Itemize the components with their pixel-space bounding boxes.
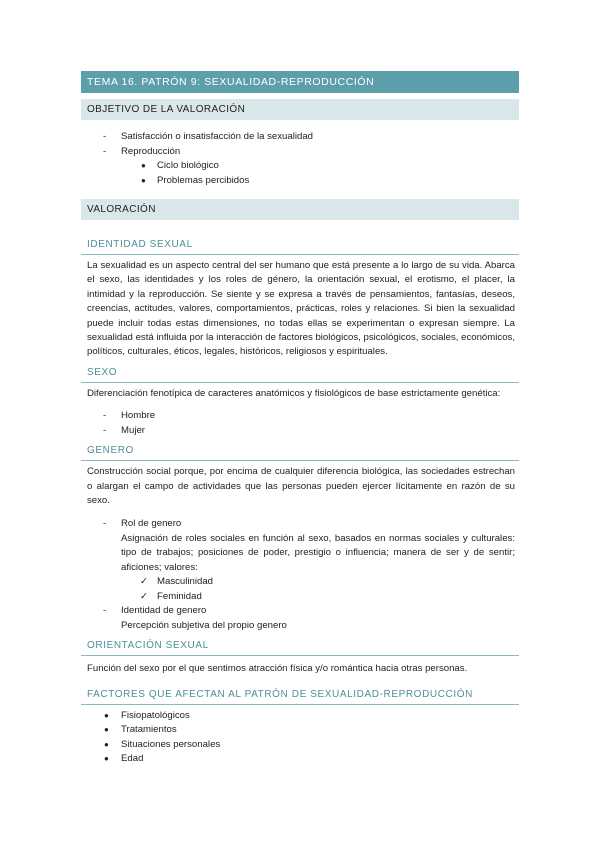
- list-item: ● Tratamientos: [104, 724, 177, 736]
- list-item: - Satisfacción o insatisfacción de la sexualidad: [103, 131, 313, 142]
- list-item: - Rol de genero: [103, 518, 182, 530]
- valores-list: [81, 575, 519, 619]
- document-page: [81, 71, 519, 767]
- identidad-heading: IDENTIDAD SEXUAL: [81, 236, 519, 255]
- sexo-paragraph: Diferenciación fenotípica de caracteres anatómicos y fisiológicos de base estrictamente genética:: [87, 387, 501, 399]
- sexo-list: [81, 409, 519, 438]
- valoracion-heading: VALORACIÓN: [81, 199, 519, 220]
- identidad-genero-description: Percepción subjetiva del propio genero: [121, 619, 287, 631]
- genero-heading: GENERO: [81, 442, 519, 461]
- list-item: - Reproducción: [103, 145, 181, 157]
- list-item: ● Edad: [104, 753, 144, 765]
- list-item: ● Ciclo biológico: [141, 160, 219, 171]
- orientacion-heading: ORIENTACIÓN SEXUAL: [81, 637, 519, 656]
- identidad-paragraph: La sexualidad es un aspecto central del ser humano que está presente a lo largo de su vida. Abarca el sexo, las identidades y los roles de género, la orientación sexual, el erotismo, el placer, la intimidad y la reproducción. Se siente y se expresa a través de pensamientos, fantasías, deseos, creencias, actitudes, valores, comportamientos, prácticas, roles y relaciones. Si bien la sexualidad puede incluir todas estas dimensiones, no todas ellas se experimentan o expresan siempre. La sexualidad está influida por la interacción de factores biológicos, psicológicos, sociales, económicos, políticos, culturales, éticos, legales, históricos, religiosos y espirituales.: [87, 260, 515, 358]
- list-item: - Identidad de genero: [103, 605, 207, 617]
- list-item: ✓ Masculinidad: [140, 576, 213, 588]
- genero-list: [81, 517, 519, 532]
- list-item: - Hombre: [103, 410, 156, 422]
- list-item: ✓ Feminidad: [140, 590, 202, 602]
- list-item: ● Problemas percibidos: [141, 174, 250, 186]
- factores-heading: FACTORES QUE AFECTAN AL PATRÓN DE SEXUALIDAD-REPRODUCCIÓN: [81, 686, 519, 705]
- sexo-heading: SEXO: [81, 364, 519, 383]
- list-item: ● Situaciones personales: [104, 738, 221, 750]
- chapter-title: TEMA 16. PATRÓN 9: SEXUALIDAD-REPRODUCCIÓN: [81, 71, 519, 93]
- list-item: - Mujer: [103, 424, 145, 436]
- objetivo-heading: OBJETIVO DE LA VALORACIÓN: [81, 99, 519, 120]
- genero-paragraph: Construcción social porque, por encima de cualquier diferencia biológica, las sociedades estrechan o alargan el campo de actividades que las personas pueden ejercer lícitamente en razón de su sexo.: [87, 466, 515, 507]
- orientacion-paragraph: Función del sexo por el que sentimos atracción física y/o romántica hacia otras personas.: [87, 663, 468, 675]
- list-item: ● Fisiopatológicos: [104, 709, 190, 721]
- objetivo-list: [81, 130, 519, 188]
- rol-description: Asignación de roles sociales en función al sexo, basados en normas sociales y culturales: tipo de trabajos; posiciones de poder, prestigio o influencia; manera de ser y de sentir; aficiones; valores:: [121, 532, 515, 573]
- factores-list: [81, 709, 519, 767]
